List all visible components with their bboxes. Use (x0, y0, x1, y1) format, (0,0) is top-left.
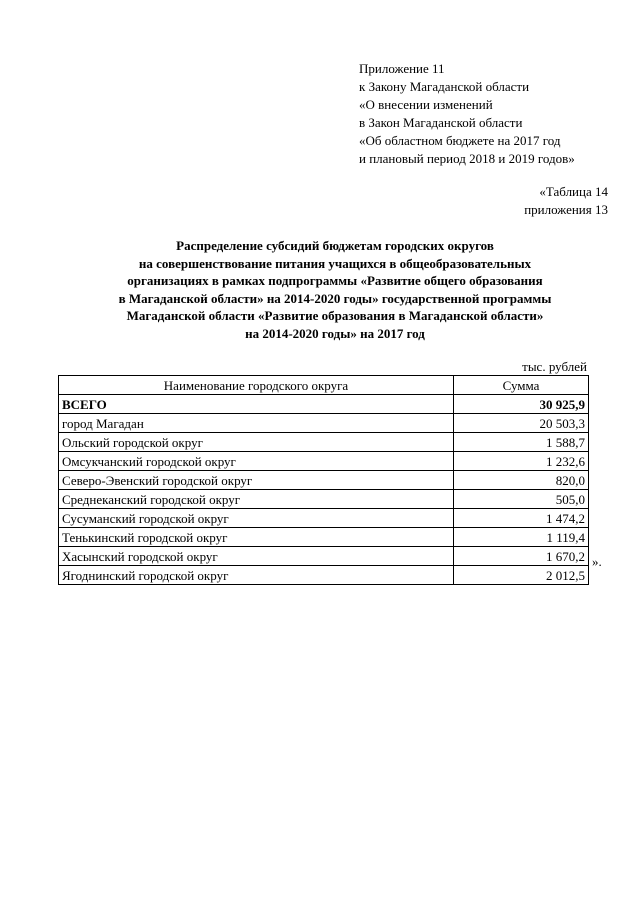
title-line: организациях в рамках подпрограммы «Развитие общего образования (127, 273, 543, 289)
appendix-header (359, 60, 575, 168)
title-line: Магаданской области «Развитие образования в Магаданской области» (126, 308, 544, 324)
row-name: Тенькинский городской округ (59, 528, 454, 547)
table-row (59, 528, 589, 547)
row-sum: 1 588,7 (454, 433, 589, 452)
table-row (59, 433, 589, 452)
row-sum: 20 503,3 (454, 414, 589, 433)
units-label: тыс. рублей (522, 359, 587, 374)
appendix-line: в Закон Магаданской области (359, 115, 523, 130)
title-line: Распределение субсидий бюджетам городских округов (176, 238, 494, 253)
row-name: Хасынский городской округ (59, 547, 454, 566)
subsidy-table (58, 375, 589, 585)
appendix-line: «Об областном бюджете на 2017 год (359, 133, 561, 148)
table-reference-line: «Таблица 14 (539, 184, 608, 199)
row-name: Сусуманский городской округ (59, 509, 454, 528)
total-name: ВСЕГО (59, 395, 454, 414)
title-line: на совершенствование питания учащихся в общеобразовательных (138, 255, 532, 271)
table-row (59, 452, 589, 471)
table-row (59, 490, 589, 509)
table-row (59, 509, 589, 528)
header-name: Наименование городского округа (59, 376, 454, 395)
row-sum: 1 232,6 (454, 452, 589, 471)
table-header-row (59, 376, 589, 395)
row-sum: 2 012,5 (454, 566, 589, 585)
table-row (59, 566, 589, 585)
row-name: город Магадан (59, 414, 454, 433)
table-row (59, 471, 589, 490)
header-sum: Сумма (454, 376, 589, 395)
row-sum: 505,0 (454, 490, 589, 509)
total-sum: 30 925,9 (454, 395, 589, 414)
row-sum: 1 119,4 (454, 528, 589, 547)
title-line: на 2014-2020 годы» на 2017 год (245, 325, 425, 341)
document-title (40, 237, 630, 343)
table-row (59, 414, 589, 433)
row-name: Северо-Эвенский городской округ (59, 471, 454, 490)
table-reference (524, 183, 608, 219)
total-row (59, 395, 589, 414)
appendix-line: к Закону Магаданской области (359, 79, 530, 94)
row-name: Ольский городской округ (59, 433, 454, 452)
closing-quote-mark: ». (592, 554, 602, 569)
table-row (59, 547, 589, 566)
appendix-line: и плановый период 2018 и 2019 годов» (359, 151, 575, 166)
row-sum: 1 670,2 (454, 547, 589, 566)
row-sum: 1 474,2 (454, 509, 589, 528)
row-name: Ягоднинский городской округ (59, 566, 454, 585)
appendix-line: Приложение 11 (359, 61, 445, 76)
row-name: Омсукчанский городской округ (59, 452, 454, 471)
title-line: в Магаданской области» на 2014-2020 годы» государственной программы (118, 290, 552, 306)
row-sum: 820,0 (454, 471, 589, 490)
row-name: Среднеканский городской округ (59, 490, 454, 509)
appendix-line: «О внесении изменений (359, 97, 493, 112)
table-reference-line: приложения 13 (524, 202, 608, 217)
